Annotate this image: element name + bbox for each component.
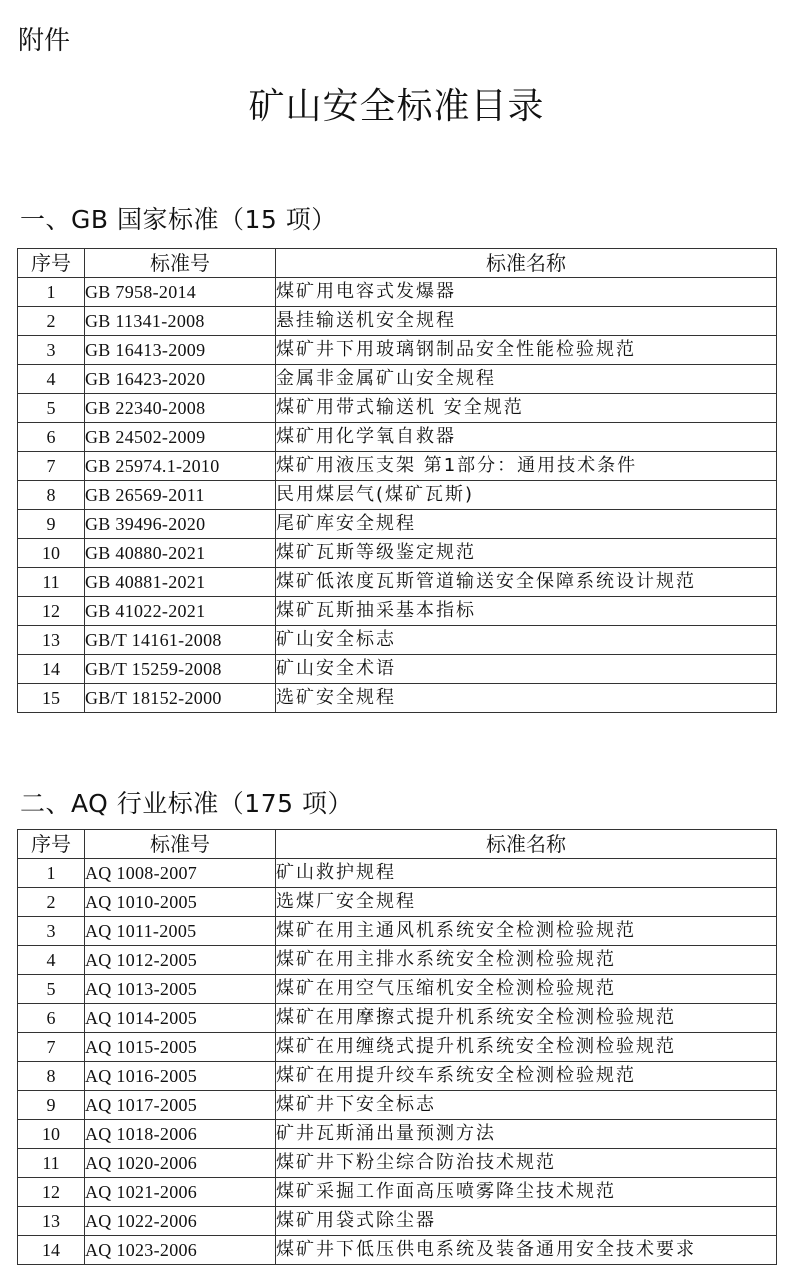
table-header-row — [18, 830, 777, 859]
row-seq: 4 — [18, 365, 85, 394]
row-standard-name: 民用煤层气(煤矿瓦斯) — [276, 481, 777, 510]
row-standard-code: GB 7958-2014 — [85, 278, 276, 307]
table-row — [18, 394, 777, 423]
row-seq: 3 — [18, 917, 85, 946]
table-row — [18, 365, 777, 394]
gb-standards-table — [17, 248, 777, 713]
row-seq: 10 — [18, 1120, 85, 1149]
row-standard-name: 选煤厂安全规程 — [276, 888, 777, 917]
table-row — [18, 655, 777, 684]
row-standard-code: AQ 1011-2005 — [85, 917, 276, 946]
row-seq: 6 — [18, 423, 85, 452]
row-standard-name: 矿山救护规程 — [276, 859, 777, 888]
row-seq: 1 — [18, 278, 85, 307]
row-seq: 7 — [18, 1033, 85, 1062]
section-heading-gb: 一、GB 国家标准（15 项） — [20, 205, 337, 234]
row-standard-name: 矿井瓦斯涌出量预测方法 — [276, 1120, 777, 1149]
row-standard-name: 矿山安全标志 — [276, 626, 777, 655]
table-row — [18, 946, 777, 975]
header-seq: 序号 — [18, 249, 85, 278]
row-standard-code: AQ 1015-2005 — [85, 1033, 276, 1062]
table-row — [18, 888, 777, 917]
row-standard-code: AQ 1022-2006 — [85, 1207, 276, 1236]
table-row — [18, 278, 777, 307]
row-seq: 9 — [18, 510, 85, 539]
row-seq: 2 — [18, 307, 85, 336]
table-row — [18, 1178, 777, 1207]
row-standard-name: 煤矿低浓度瓦斯管道输送安全保障系统设计规范 — [276, 568, 777, 597]
row-standard-code: GB 26569-2011 — [85, 481, 276, 510]
row-seq: 8 — [18, 481, 85, 510]
row-seq: 11 — [18, 568, 85, 597]
header-seq: 序号 — [18, 830, 85, 859]
gb-table-body — [18, 278, 777, 713]
table-row — [18, 1207, 777, 1236]
header-name: 标准名称 — [276, 249, 777, 278]
row-seq: 12 — [18, 597, 85, 626]
row-standard-code: AQ 1017-2005 — [85, 1091, 276, 1120]
row-seq: 5 — [18, 975, 85, 1004]
header-name: 标准名称 — [276, 830, 777, 859]
row-standard-name: 煤矿在用提升绞车系统安全检测检验规范 — [276, 1062, 777, 1091]
row-seq: 9 — [18, 1091, 85, 1120]
row-standard-code: AQ 1013-2005 — [85, 975, 276, 1004]
row-standard-name: 煤矿用带式输送机 安全规范 — [276, 394, 777, 423]
row-seq: 10 — [18, 539, 85, 568]
row-standard-code: GB/T 18152-2000 — [85, 684, 276, 713]
row-standard-code: GB 22340-2008 — [85, 394, 276, 423]
row-standard-name: 尾矿库安全规程 — [276, 510, 777, 539]
row-seq: 15 — [18, 684, 85, 713]
row-standard-code: AQ 1018-2006 — [85, 1120, 276, 1149]
aq-table-body — [18, 859, 777, 1265]
row-standard-name: 矿山安全术语 — [276, 655, 777, 684]
table-row — [18, 684, 777, 713]
row-seq: 6 — [18, 1004, 85, 1033]
row-standard-name: 煤矿用袋式除尘器 — [276, 1207, 777, 1236]
row-standard-code: AQ 1010-2005 — [85, 888, 276, 917]
row-standard-code: GB 25974.1-2010 — [85, 452, 276, 481]
row-seq: 5 — [18, 394, 85, 423]
row-standard-name: 悬挂输送机安全规程 — [276, 307, 777, 336]
row-standard-name: 煤矿在用主排水系统安全检测检验规范 — [276, 946, 777, 975]
table-row — [18, 1149, 777, 1178]
row-standard-name: 煤矿井下安全标志 — [276, 1091, 777, 1120]
table-row — [18, 1033, 777, 1062]
table-row — [18, 1120, 777, 1149]
row-seq: 3 — [18, 336, 85, 365]
table-row — [18, 917, 777, 946]
table-row — [18, 307, 777, 336]
row-standard-name: 煤矿在用缠绕式提升机系统安全检测检验规范 — [276, 1033, 777, 1062]
header-code: 标准号 — [85, 830, 276, 859]
row-standard-code: GB/T 15259-2008 — [85, 655, 276, 684]
row-seq: 4 — [18, 946, 85, 975]
section-heading-aq: 二、AQ 行业标准（175 项） — [20, 789, 353, 818]
row-seq: 13 — [18, 1207, 85, 1236]
table-row — [18, 568, 777, 597]
aq-standards-table — [17, 829, 777, 1265]
table-header-row — [18, 249, 777, 278]
row-standard-name: 煤矿瓦斯抽采基本指标 — [276, 597, 777, 626]
row-standard-code: AQ 1012-2005 — [85, 946, 276, 975]
table-row — [18, 539, 777, 568]
row-standard-code: AQ 1016-2005 — [85, 1062, 276, 1091]
row-seq: 7 — [18, 452, 85, 481]
row-standard-code: GB 16423-2020 — [85, 365, 276, 394]
row-standard-code: AQ 1008-2007 — [85, 859, 276, 888]
table-row — [18, 1062, 777, 1091]
row-standard-code: GB 40880-2021 — [85, 539, 276, 568]
row-standard-name: 煤矿用液压支架 第1部分：通用技术条件 — [276, 452, 777, 481]
row-standard-name: 煤矿用电容式发爆器 — [276, 278, 777, 307]
row-seq: 11 — [18, 1149, 85, 1178]
row-standard-code: GB 41022-2021 — [85, 597, 276, 626]
row-standard-name: 煤矿井下低压供电系统及装备通用安全技术要求 — [276, 1236, 777, 1265]
row-standard-code: GB 24502-2009 — [85, 423, 276, 452]
row-standard-name: 煤矿采掘工作面高压喷雾降尘技术规范 — [276, 1178, 777, 1207]
row-standard-code: AQ 1014-2005 — [85, 1004, 276, 1033]
table-row — [18, 597, 777, 626]
table-row — [18, 510, 777, 539]
row-seq: 1 — [18, 859, 85, 888]
row-standard-name: 煤矿井下粉尘综合防治技术规范 — [276, 1149, 777, 1178]
table-row — [18, 336, 777, 365]
row-standard-name: 金属非金属矿山安全规程 — [276, 365, 777, 394]
table-row — [18, 1091, 777, 1120]
table-row — [18, 1236, 777, 1265]
table-row — [18, 481, 777, 510]
table-row — [18, 626, 777, 655]
page-title: 矿山安全标准目录 — [248, 86, 545, 127]
row-standard-code: AQ 1020-2006 — [85, 1149, 276, 1178]
table-row — [18, 423, 777, 452]
row-standard-name: 煤矿井下用玻璃钢制品安全性能检验规范 — [276, 336, 777, 365]
row-seq: 13 — [18, 626, 85, 655]
row-seq: 12 — [18, 1178, 85, 1207]
row-seq: 14 — [18, 1236, 85, 1265]
row-standard-code: AQ 1021-2006 — [85, 1178, 276, 1207]
row-standard-name: 煤矿用化学氧自救器 — [276, 423, 777, 452]
table-row — [18, 1004, 777, 1033]
row-standard-code: GB 11341-2008 — [85, 307, 276, 336]
table-row — [18, 975, 777, 1004]
row-standard-name: 选矿安全规程 — [276, 684, 777, 713]
row-standard-code: GB 16413-2009 — [85, 336, 276, 365]
attachment-label: 附件 — [18, 26, 71, 56]
row-standard-code: GB/T 14161-2008 — [85, 626, 276, 655]
row-seq: 8 — [18, 1062, 85, 1091]
row-seq: 14 — [18, 655, 85, 684]
header-code: 标准号 — [85, 249, 276, 278]
row-standard-code: AQ 1023-2006 — [85, 1236, 276, 1265]
table-row — [18, 452, 777, 481]
row-standard-name: 煤矿瓦斯等级鉴定规范 — [276, 539, 777, 568]
row-standard-name: 煤矿在用空气压缩机安全检测检验规范 — [276, 975, 777, 1004]
row-standard-name: 煤矿在用主通风机系统安全检测检验规范 — [276, 917, 777, 946]
table-row — [18, 859, 777, 888]
row-standard-code: GB 39496-2020 — [85, 510, 276, 539]
row-standard-code: GB 40881-2021 — [85, 568, 276, 597]
row-standard-name: 煤矿在用摩擦式提升机系统安全检测检验规范 — [276, 1004, 777, 1033]
row-seq: 2 — [18, 888, 85, 917]
